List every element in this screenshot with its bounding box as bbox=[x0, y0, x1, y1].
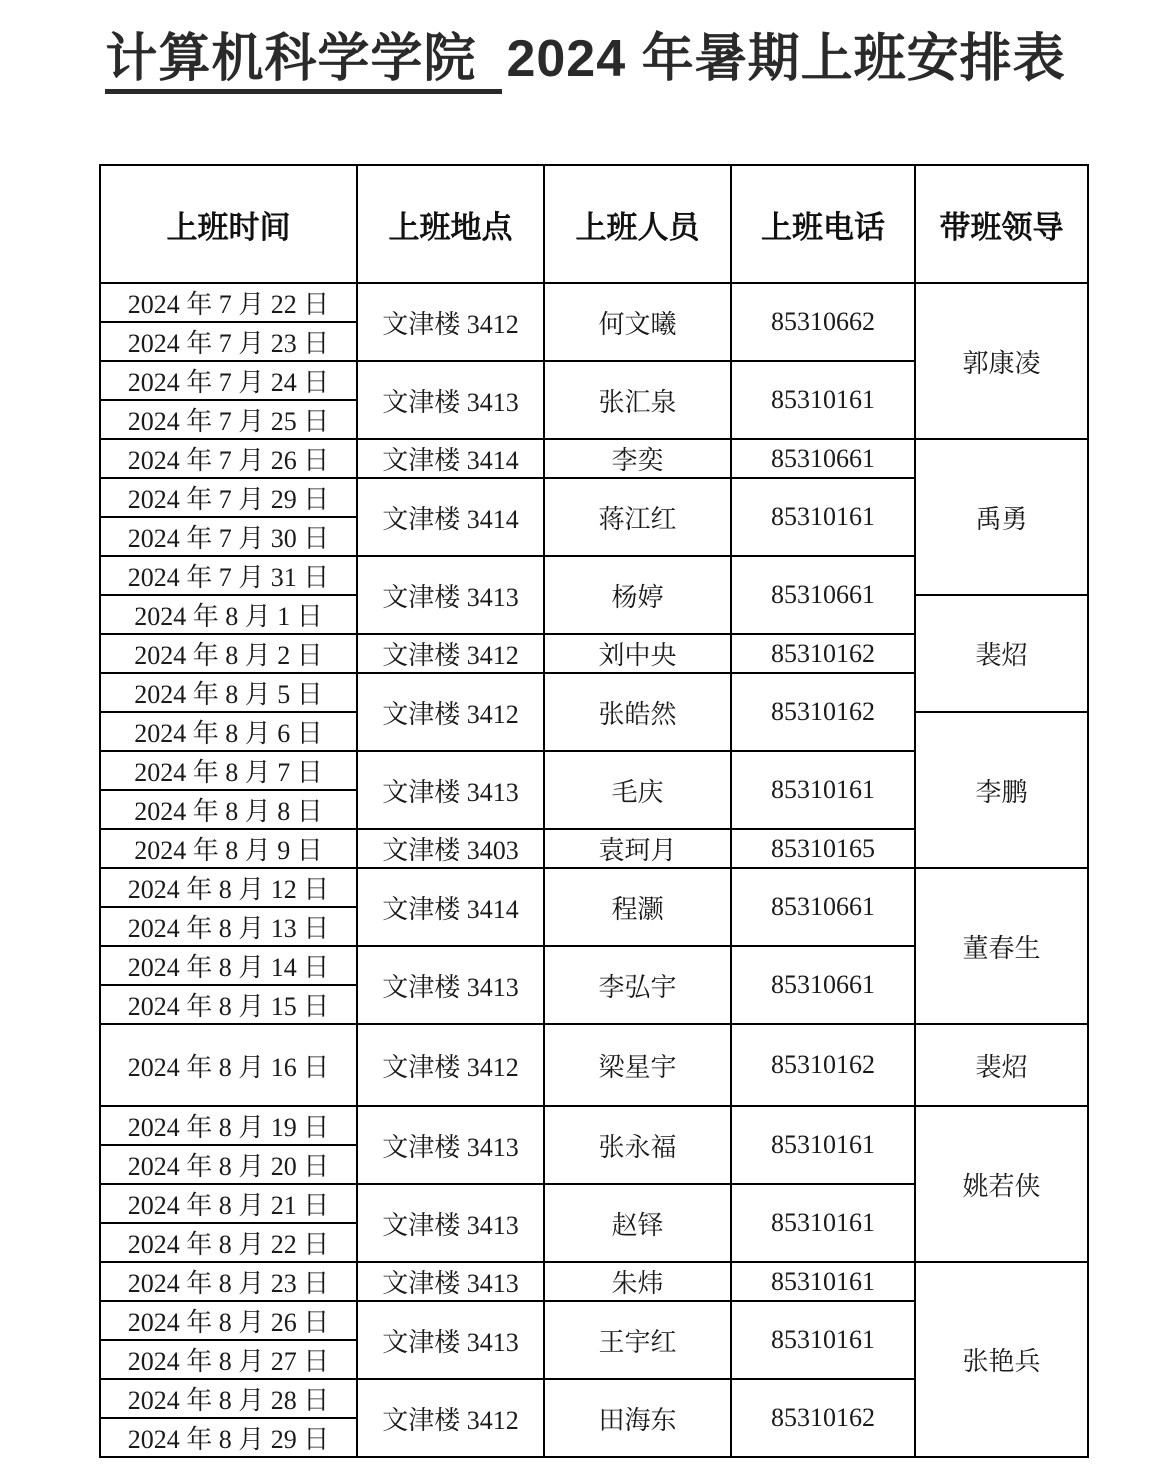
date-cell: 2024 年 8 月 23 日 bbox=[100, 1262, 357, 1301]
location-cell: 文津楼 3412 bbox=[357, 634, 544, 673]
date-cell: 2024 年 8 月 21 日 bbox=[100, 1184, 357, 1223]
date-cell: 2024 年 8 月 2 日 bbox=[100, 634, 357, 673]
leader-cell: 禹勇 bbox=[915, 439, 1088, 595]
date-cell: 2024 年 7 月 26 日 bbox=[100, 439, 357, 478]
leader-cell: 裴炤 bbox=[915, 1024, 1088, 1106]
column-header: 上班地点 bbox=[357, 165, 544, 283]
leader-cell: 张艳兵 bbox=[915, 1262, 1088, 1457]
phone-cell: 85310661 bbox=[731, 868, 915, 946]
person-cell: 赵铎 bbox=[544, 1184, 731, 1262]
leader-cell: 郭康凌 bbox=[915, 283, 1088, 439]
column-header: 上班电话 bbox=[731, 165, 915, 283]
person-cell: 毛庆 bbox=[544, 751, 731, 829]
location-cell: 文津楼 3413 bbox=[357, 946, 544, 1024]
person-cell: 田海东 bbox=[544, 1379, 731, 1457]
leader-cell: 董春生 bbox=[915, 868, 1088, 1024]
date-cell: 2024 年 7 月 24 日 bbox=[100, 361, 357, 400]
person-cell: 李奕 bbox=[544, 439, 731, 478]
phone-cell: 85310165 bbox=[731, 829, 915, 868]
phone-cell: 85310161 bbox=[731, 361, 915, 439]
date-cell: 2024 年 7 月 30 日 bbox=[100, 517, 357, 556]
date-cell: 2024 年 7 月 23 日 bbox=[100, 322, 357, 361]
column-header: 上班时间 bbox=[100, 165, 357, 283]
phone-cell: 85310162 bbox=[731, 673, 915, 751]
date-cell: 2024 年 7 月 22 日 bbox=[100, 283, 357, 322]
phone-cell: 85310162 bbox=[731, 1024, 915, 1106]
person-cell: 张汇泉 bbox=[544, 361, 731, 439]
date-cell: 2024 年 7 月 29 日 bbox=[100, 478, 357, 517]
date-cell: 2024 年 8 月 28 日 bbox=[100, 1379, 357, 1418]
phone-cell: 85310161 bbox=[731, 1184, 915, 1262]
phone-cell: 85310662 bbox=[731, 283, 915, 361]
person-cell: 刘中央 bbox=[544, 634, 731, 673]
date-cell: 2024 年 7 月 25 日 bbox=[100, 400, 357, 439]
date-cell: 2024 年 8 月 5 日 bbox=[100, 673, 357, 712]
date-cell: 2024 年 8 月 13 日 bbox=[100, 907, 357, 946]
date-cell: 2024 年 8 月 19 日 bbox=[100, 1106, 357, 1145]
date-cell: 2024 年 7 月 31 日 bbox=[100, 556, 357, 595]
phone-cell: 85310661 bbox=[731, 439, 915, 478]
leader-cell: 裴炤 bbox=[915, 595, 1088, 712]
schedule-row bbox=[100, 868, 1088, 907]
person-cell: 张永福 bbox=[544, 1106, 731, 1184]
person-cell: 袁珂月 bbox=[544, 829, 731, 868]
leader-cell: 姚若侠 bbox=[915, 1106, 1088, 1262]
location-cell: 文津楼 3413 bbox=[357, 1262, 544, 1301]
location-cell: 文津楼 3413 bbox=[357, 1301, 544, 1379]
person-cell: 蒋江红 bbox=[544, 478, 731, 556]
location-cell: 文津楼 3413 bbox=[357, 361, 544, 439]
location-cell: 文津楼 3412 bbox=[357, 1379, 544, 1457]
phone-cell: 85310161 bbox=[731, 1262, 915, 1301]
date-cell: 2024 年 8 月 27 日 bbox=[100, 1340, 357, 1379]
location-cell: 文津楼 3412 bbox=[357, 673, 544, 751]
person-cell: 朱炜 bbox=[544, 1262, 731, 1301]
location-cell: 文津楼 3413 bbox=[357, 556, 544, 634]
title-schedule-name: 2024 年暑期上班安排表 bbox=[506, 30, 1066, 88]
phone-cell: 85310661 bbox=[731, 556, 915, 634]
location-cell: 文津楼 3414 bbox=[357, 478, 544, 556]
person-cell: 张皓然 bbox=[544, 673, 731, 751]
date-cell: 2024 年 8 月 22 日 bbox=[100, 1223, 357, 1262]
date-cell: 2024 年 8 月 16 日 bbox=[100, 1024, 357, 1106]
location-cell: 文津楼 3413 bbox=[357, 751, 544, 829]
date-cell: 2024 年 8 月 1 日 bbox=[100, 595, 357, 634]
location-cell: 文津楼 3403 bbox=[357, 829, 544, 868]
date-cell: 2024 年 8 月 6 日 bbox=[100, 712, 357, 751]
location-cell: 文津楼 3413 bbox=[357, 1184, 544, 1262]
phone-cell: 85310661 bbox=[731, 946, 915, 1024]
schedule-row bbox=[100, 283, 1088, 322]
date-cell: 2024 年 8 月 9 日 bbox=[100, 829, 357, 868]
location-cell: 文津楼 3412 bbox=[357, 283, 544, 361]
schedule-row bbox=[100, 1106, 1088, 1145]
schedule-row bbox=[100, 1262, 1088, 1301]
date-cell: 2024 年 8 月 15 日 bbox=[100, 985, 357, 1024]
location-cell: 文津楼 3414 bbox=[357, 868, 544, 946]
date-cell: 2024 年 8 月 26 日 bbox=[100, 1301, 357, 1340]
title-college-name: 计算机科学学院 bbox=[105, 30, 502, 94]
schedule-row bbox=[100, 1024, 1088, 1106]
table-header-row bbox=[100, 165, 1088, 283]
date-cell: 2024 年 8 月 29 日 bbox=[100, 1418, 357, 1457]
person-cell: 梁星宇 bbox=[544, 1024, 731, 1106]
location-cell: 文津楼 3413 bbox=[357, 1106, 544, 1184]
date-cell: 2024 年 8 月 14 日 bbox=[100, 946, 357, 985]
phone-cell: 85310161 bbox=[731, 1106, 915, 1184]
phone-cell: 85310162 bbox=[731, 634, 915, 673]
person-cell: 程灏 bbox=[544, 868, 731, 946]
column-header: 上班人员 bbox=[544, 165, 731, 283]
person-cell: 何文曦 bbox=[544, 283, 731, 361]
phone-cell: 85310162 bbox=[731, 1379, 915, 1457]
phone-cell: 85310161 bbox=[731, 751, 915, 829]
person-cell: 王宇红 bbox=[544, 1301, 731, 1379]
phone-cell: 85310161 bbox=[731, 478, 915, 556]
date-cell: 2024 年 8 月 8 日 bbox=[100, 790, 357, 829]
person-cell: 杨婷 bbox=[544, 556, 731, 634]
summer-duty-schedule-table bbox=[99, 164, 1089, 1458]
location-cell: 文津楼 3414 bbox=[357, 439, 544, 478]
phone-cell: 85310161 bbox=[731, 1301, 915, 1379]
date-cell: 2024 年 8 月 7 日 bbox=[100, 751, 357, 790]
location-cell: 文津楼 3412 bbox=[357, 1024, 544, 1106]
leader-cell: 李鹏 bbox=[915, 712, 1088, 868]
date-cell: 2024 年 8 月 20 日 bbox=[100, 1145, 357, 1184]
schedule-table-body bbox=[100, 283, 1088, 1457]
column-header: 带班领导 bbox=[915, 165, 1088, 283]
schedule-row bbox=[100, 439, 1088, 478]
person-cell: 李弘宇 bbox=[544, 946, 731, 1024]
date-cell: 2024 年 8 月 12 日 bbox=[100, 868, 357, 907]
document-title bbox=[0, 26, 1171, 92]
